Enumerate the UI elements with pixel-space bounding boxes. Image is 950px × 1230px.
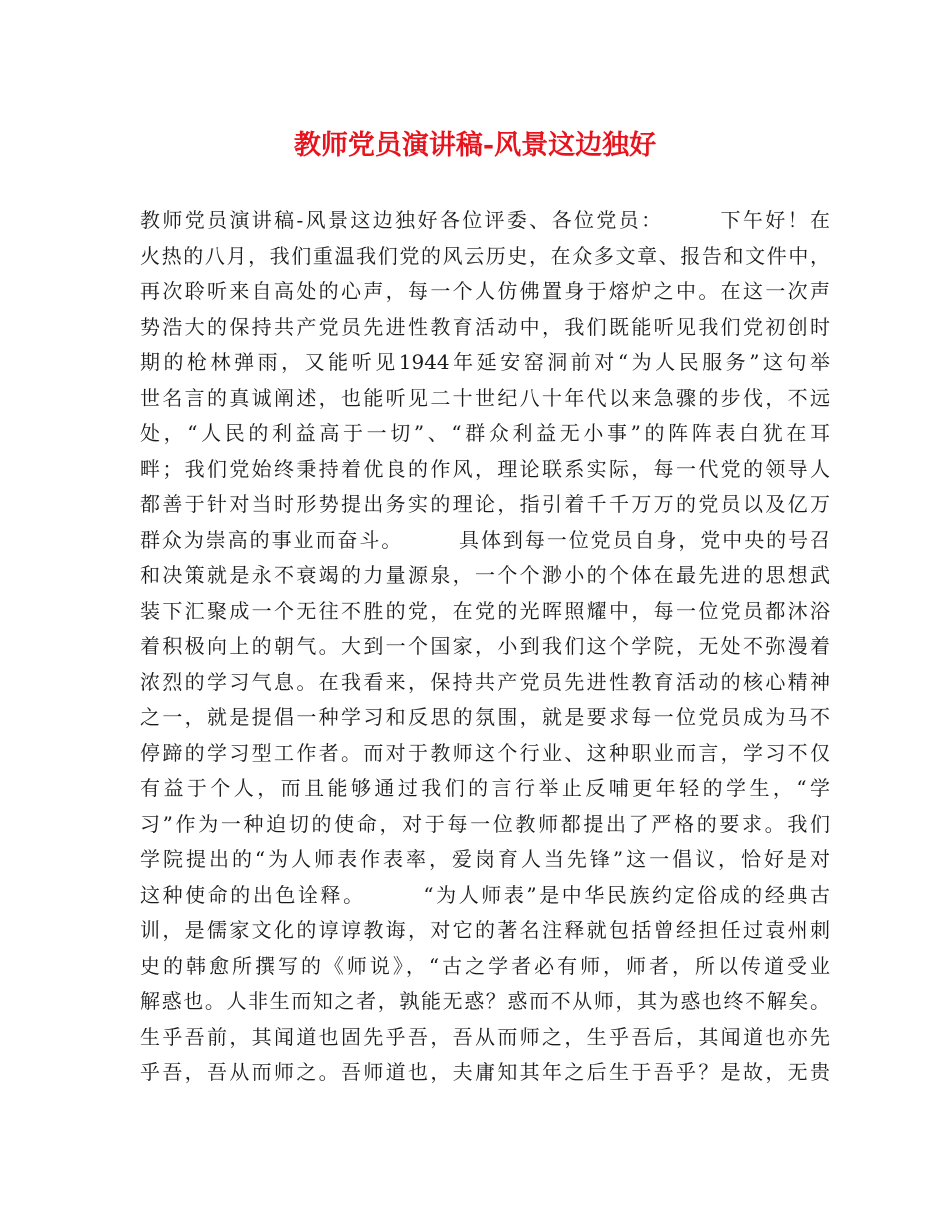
body-line: 史的韩愈所撰写的《师说》，“古之学者必有师，师者，所以传道受业 bbox=[140, 953, 830, 978]
body-line: 处，“人民的利益高于一切”、“群众利益无小事”的阵阵表白犹在耳 bbox=[140, 421, 830, 445]
body-line: 之一，就是提倡一种学习和反思的氛围，就是要求每一位党员成为马不 bbox=[140, 705, 830, 729]
body-line: 和决策就是永不衰竭的力量源泉，一个个渺小的个体在最先进的思想武 bbox=[140, 563, 830, 587]
body-line: 学院提出的“为人师表作表率，爱岗育人当先锋”这一倡议，恰好是对 bbox=[140, 847, 830, 871]
body-line: 这种使命的出色诠释。 “为人师表”是中华民族约定俗成的经典古 bbox=[140, 882, 830, 907]
body-line: 再次聆听来自高处的心声，每一个人仿佛置身于熔炉之中。在这一次声 bbox=[140, 279, 830, 303]
body-line: 有益于个人，而且能够通过我们的言行举止反哺更年轻的学生，“学 bbox=[140, 776, 830, 800]
body-line: 畔；我们党始终秉持着优良的作风，理论联系实际，每一代党的领导人 bbox=[140, 456, 830, 481]
body-line: 解惑也。人非生而知之者，孰能无惑？惑而不从师，其为惑也终不解矣。 bbox=[140, 989, 830, 1013]
body-line: 乎吾，吾从而师之。吾师道也，夫庸知其年之后生于吾乎？是故，无贵 bbox=[140, 1060, 830, 1084]
document-title: 教师党员演讲稿-风景这边独好 bbox=[293, 130, 657, 161]
body-line: 势浩大的保持共产党员先进性教育活动中，我们既能听见我们党初创时 bbox=[140, 314, 830, 339]
document-body bbox=[140, 203, 830, 1091]
body-line: 群众为崇高的事业而奋斗。 具体到每一位党员自身，党中央的号召 bbox=[140, 527, 830, 552]
body-line: 习”作为一种迫切的使命，对于每一位教师都提出了严格的要求。我们 bbox=[140, 811, 830, 836]
body-line: 世名言的真诚阐述，也能听见二十世纪八十年代以来急骤的步伐，不远 bbox=[140, 385, 830, 410]
body-line: 都善于针对当时形势提出务实的理论，指引着千千万万的党员以及亿万 bbox=[140, 492, 830, 516]
body-line: 浓烈的学习气息。在我看来，保持共产党员先进性教育活动的核心精神 bbox=[140, 669, 830, 694]
body-line: 火热的八月，我们重温我们党的风云历史，在众多文章、报告和文件中， bbox=[140, 243, 830, 268]
body-line: 训，是儒家文化的谆谆教诲，对它的著名注释就包括曾经担任过袁州刺 bbox=[140, 918, 830, 942]
body-line: 停蹄的学习型工作者。而对于教师这个行业、这种职业而言，学习不仅 bbox=[140, 740, 830, 765]
body-line: 教师党员演讲稿-风景这边独好各位评委、各位党员： 下午好！在 bbox=[140, 208, 830, 232]
body-line: 装下汇聚成一个无往不胜的党，在党的光晖照耀中，每一位党员都沐浴 bbox=[140, 598, 830, 623]
body-line: 期的枪林弹雨，又能听见1944年延安窑洞前对“为人民服务”这句举 bbox=[140, 350, 830, 374]
body-line: 着积极向上的朝气。大到一个国家，小到我们这个学院，无处不弥漫着 bbox=[140, 634, 830, 658]
body-line: 生乎吾前，其闻道也固先乎吾，吾从而师之，生乎吾后，其闻道也亦先 bbox=[140, 1024, 830, 1049]
